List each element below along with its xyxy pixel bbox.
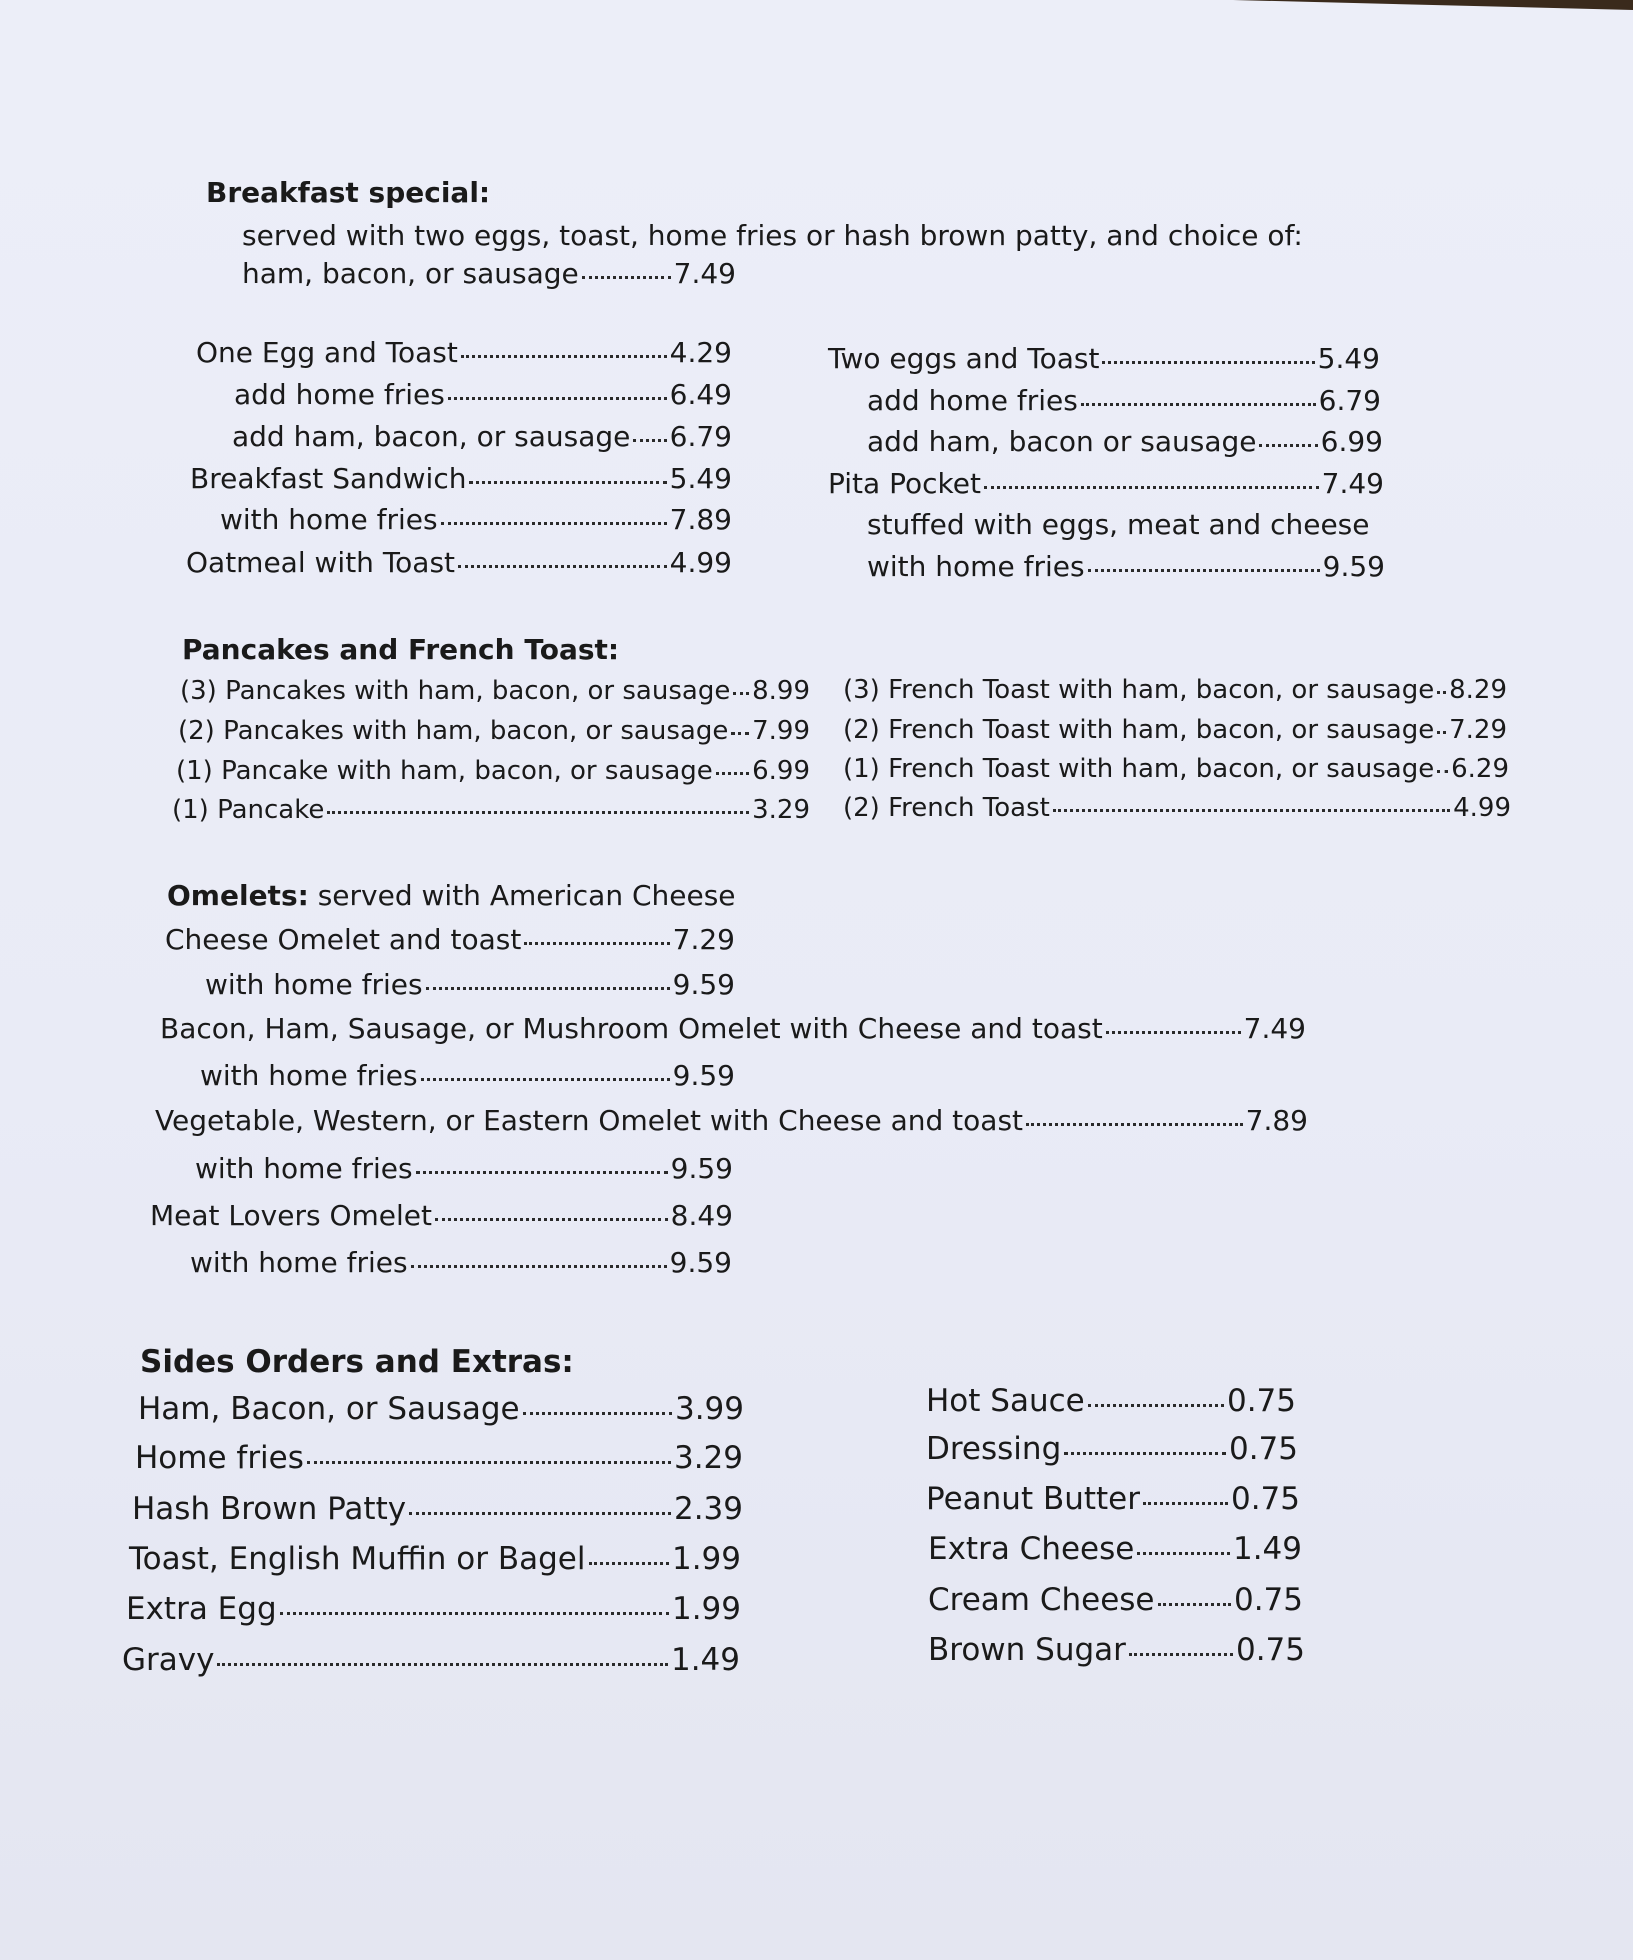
menu-item — [843, 754, 1509, 784]
item-label: Two eggs and Toast — [828, 342, 1100, 375]
item-price: 8.49 — [670, 1199, 733, 1232]
dot-leader — [409, 1512, 671, 1515]
menu-item — [122, 1642, 740, 1678]
item-price: 0.75 — [1228, 1431, 1298, 1467]
item-price: 9.59 — [670, 1152, 733, 1185]
item-label: Hash Brown Patty — [132, 1491, 407, 1527]
menu-item — [926, 1481, 1300, 1517]
item-price: 9.59 — [1322, 550, 1385, 583]
dot-leader — [1437, 770, 1448, 773]
dot-leader — [1102, 361, 1314, 364]
sides-title: Sides Orders and Extras: — [140, 1344, 574, 1380]
item-label: Gravy — [122, 1642, 215, 1678]
item-price: 9.59 — [672, 968, 735, 1001]
dot-leader — [1137, 1552, 1230, 1555]
item-label: Cheese Omelet and toast — [165, 923, 522, 956]
dot-leader — [469, 481, 666, 484]
dot-leader — [426, 987, 670, 990]
item-description: stuffed with eggs, meat and cheese — [867, 508, 1370, 541]
breakfast-special-item — [242, 257, 736, 290]
item-price: 0.75 — [1226, 1383, 1296, 1419]
menu-item — [178, 716, 810, 746]
menu-item — [843, 793, 1511, 823]
item-price: 9.59 — [672, 1059, 735, 1092]
menu-item — [232, 420, 732, 453]
item-price: 6.79 — [669, 420, 732, 453]
dot-leader — [461, 355, 667, 358]
dot-leader — [1158, 1603, 1231, 1606]
dot-leader — [1053, 809, 1450, 812]
menu-item — [150, 1199, 733, 1232]
item-price: 4.99 — [669, 546, 732, 579]
item-label: Oatmeal with Toast — [186, 546, 456, 579]
menu-item — [220, 503, 732, 536]
item-label: Toast, English Muffin or Bagel — [129, 1541, 586, 1577]
menu-item — [190, 462, 732, 495]
breakfast-special-title: Breakfast special: — [206, 176, 491, 209]
item-price: 3.99 — [674, 1391, 744, 1427]
menu-item — [176, 756, 810, 786]
dot-leader — [458, 565, 667, 568]
menu-item — [135, 1440, 743, 1476]
omelets-title: Omelets: — [167, 879, 309, 912]
item-label: Ham, Bacon, or Sausage — [138, 1391, 520, 1427]
dot-leader — [1437, 691, 1446, 694]
item-label: (3) French Toast with ham, bacon, or sausage — [843, 675, 1435, 705]
item-price: 8.99 — [752, 676, 810, 706]
dot-leader — [411, 1265, 667, 1268]
dot-leader — [731, 732, 749, 735]
item-price: 6.49 — [669, 378, 732, 411]
item-price: 7.89 — [669, 503, 732, 536]
menu-item — [843, 715, 1507, 745]
item-label: (2) French Toast with ham, bacon, or sausage — [843, 715, 1435, 745]
item-label: add ham, bacon or sausage — [867, 425, 1257, 458]
dot-leader — [327, 811, 749, 814]
dot-leader — [1259, 444, 1317, 447]
dot-leader — [307, 1461, 671, 1464]
menu-item — [205, 968, 735, 1001]
menu-item — [828, 467, 1384, 500]
item-label: Home fries — [135, 1440, 304, 1476]
item-label: add home fries — [867, 384, 1078, 417]
dot-leader — [1064, 1452, 1226, 1455]
item-label: Hot Sauce — [926, 1383, 1085, 1419]
item-price: 7.29 — [672, 923, 735, 956]
dot-leader — [633, 439, 666, 442]
menu-item — [172, 795, 810, 825]
item-price: 4.99 — [1453, 793, 1511, 823]
item-price: 7.99 — [752, 716, 810, 746]
item-price: 3.29 — [673, 1440, 743, 1476]
item-price: 1.99 — [671, 1591, 741, 1627]
table-edge — [1233, 0, 1633, 10]
item-label: (1) French Toast with ham, bacon, or sausage — [843, 754, 1435, 784]
item-label: Extra Cheese — [928, 1531, 1135, 1567]
dot-leader — [733, 692, 749, 695]
dot-leader — [589, 1562, 669, 1565]
menu-item — [200, 1059, 735, 1092]
item-label: Extra Egg — [126, 1591, 277, 1627]
item-price: 6.79 — [1318, 384, 1381, 417]
menu-item — [867, 384, 1381, 417]
item-price: 7.49 — [673, 257, 736, 290]
menu-item — [843, 675, 1507, 705]
item-price: 0.75 — [1233, 1582, 1303, 1618]
menu-item — [126, 1591, 741, 1627]
item-price: 7.89 — [1245, 1104, 1308, 1137]
item-price: 7.49 — [1243, 1012, 1306, 1045]
item-label: (1) Pancake — [172, 795, 325, 825]
item-label: add ham, bacon, or sausage — [232, 420, 631, 453]
item-label: (3) Pancakes with ham, bacon, or sausage — [180, 676, 731, 706]
item-label: with home fries — [220, 503, 438, 536]
item-label: (1) Pancake with ham, bacon, or sausage — [176, 756, 713, 786]
dot-leader — [280, 1612, 669, 1615]
menu-item — [234, 378, 732, 411]
menu-item — [180, 676, 810, 706]
menu-item — [155, 1104, 1308, 1137]
dot-leader — [1143, 1502, 1228, 1505]
dot-leader — [1106, 1031, 1241, 1034]
menu-item — [190, 1246, 732, 1279]
item-price: 6.99 — [1320, 425, 1383, 458]
breakfast-special-description: served with two eggs, toast, home fries or hash brown patty, and choice of: — [242, 219, 1303, 252]
dot-leader — [1026, 1123, 1243, 1126]
item-label: (2) Pancakes with ham, bacon, or sausage — [178, 716, 729, 746]
menu-item — [867, 550, 1385, 583]
dot-leader — [716, 772, 749, 775]
omelets-heading — [167, 879, 736, 912]
dot-leader — [1088, 1404, 1224, 1407]
dot-leader — [421, 1078, 670, 1081]
item-label: Dressing — [926, 1431, 1062, 1467]
item-label: with home fries — [867, 550, 1085, 583]
menu-item — [867, 425, 1383, 458]
item-price: 6.99 — [752, 756, 810, 786]
menu-item — [129, 1541, 741, 1577]
dot-leader — [441, 522, 667, 525]
item-price: 5.49 — [1317, 342, 1380, 375]
item-label: ham, bacon, or sausage — [242, 257, 579, 290]
dot-leader — [435, 1218, 668, 1221]
item-label: with home fries — [205, 968, 423, 1001]
item-label: add home fries — [234, 378, 445, 411]
menu-item — [928, 1531, 1302, 1567]
item-price: 1.49 — [1232, 1531, 1302, 1567]
item-price: 2.39 — [673, 1491, 743, 1527]
item-label: with home fries — [200, 1059, 418, 1092]
menu-item — [186, 546, 732, 579]
item-price: 7.29 — [1449, 715, 1507, 745]
item-label: Pita Pocket — [828, 467, 981, 500]
dot-leader — [984, 486, 1319, 489]
menu-item — [926, 1383, 1296, 1419]
menu-item — [195, 1152, 733, 1185]
dot-leader — [448, 397, 667, 400]
item-label: (2) French Toast — [843, 793, 1050, 823]
item-label: Peanut Butter — [926, 1481, 1141, 1517]
menu-item — [138, 1391, 744, 1427]
dot-leader — [1088, 569, 1320, 572]
item-price: 1.99 — [671, 1541, 741, 1577]
item-label: Cream Cheese — [928, 1582, 1155, 1618]
omelets-subtitle: served with American Cheese — [317, 879, 736, 912]
item-price: 0.75 — [1230, 1481, 1300, 1517]
item-price: 7.49 — [1321, 467, 1384, 500]
menu-item — [165, 923, 735, 956]
item-price: 8.29 — [1449, 675, 1507, 705]
menu-item — [928, 1582, 1303, 1618]
dot-leader — [1437, 731, 1446, 734]
item-price: 4.29 — [669, 336, 732, 369]
item-label: Meat Lovers Omelet — [150, 1199, 432, 1232]
dot-leader — [416, 1171, 668, 1174]
item-price: 9.59 — [669, 1246, 732, 1279]
item-label: Brown Sugar — [928, 1632, 1126, 1668]
item-price: 5.49 — [669, 462, 732, 495]
item-label: Bacon, Ham, Sausage, or Mushroom Omelet with Cheese and toast — [160, 1012, 1103, 1045]
menu-item — [196, 336, 732, 369]
menu-item — [132, 1491, 743, 1527]
item-price: 1.49 — [670, 1642, 740, 1678]
item-label: Vegetable, Western, or Eastern Omelet with Cheese and toast — [155, 1104, 1024, 1137]
item-label: Breakfast Sandwich — [190, 462, 467, 495]
dot-leader — [217, 1663, 668, 1666]
pancakes-title: Pancakes and French Toast: — [182, 633, 620, 666]
dot-leader — [523, 1412, 672, 1415]
dot-leader — [582, 276, 671, 279]
dot-leader — [1129, 1653, 1233, 1656]
item-price: 0.75 — [1235, 1632, 1305, 1668]
menu-item — [160, 1012, 1306, 1045]
menu-item — [928, 1632, 1305, 1668]
item-label: with home fries — [190, 1246, 408, 1279]
item-price: 6.29 — [1451, 754, 1509, 784]
item-label: One Egg and Toast — [196, 336, 458, 369]
menu-item — [828, 342, 1380, 375]
menu-item — [926, 1431, 1298, 1467]
item-price: 3.29 — [752, 795, 810, 825]
item-label: with home fries — [195, 1152, 413, 1185]
dot-leader — [1081, 403, 1316, 406]
dot-leader — [524, 942, 669, 945]
